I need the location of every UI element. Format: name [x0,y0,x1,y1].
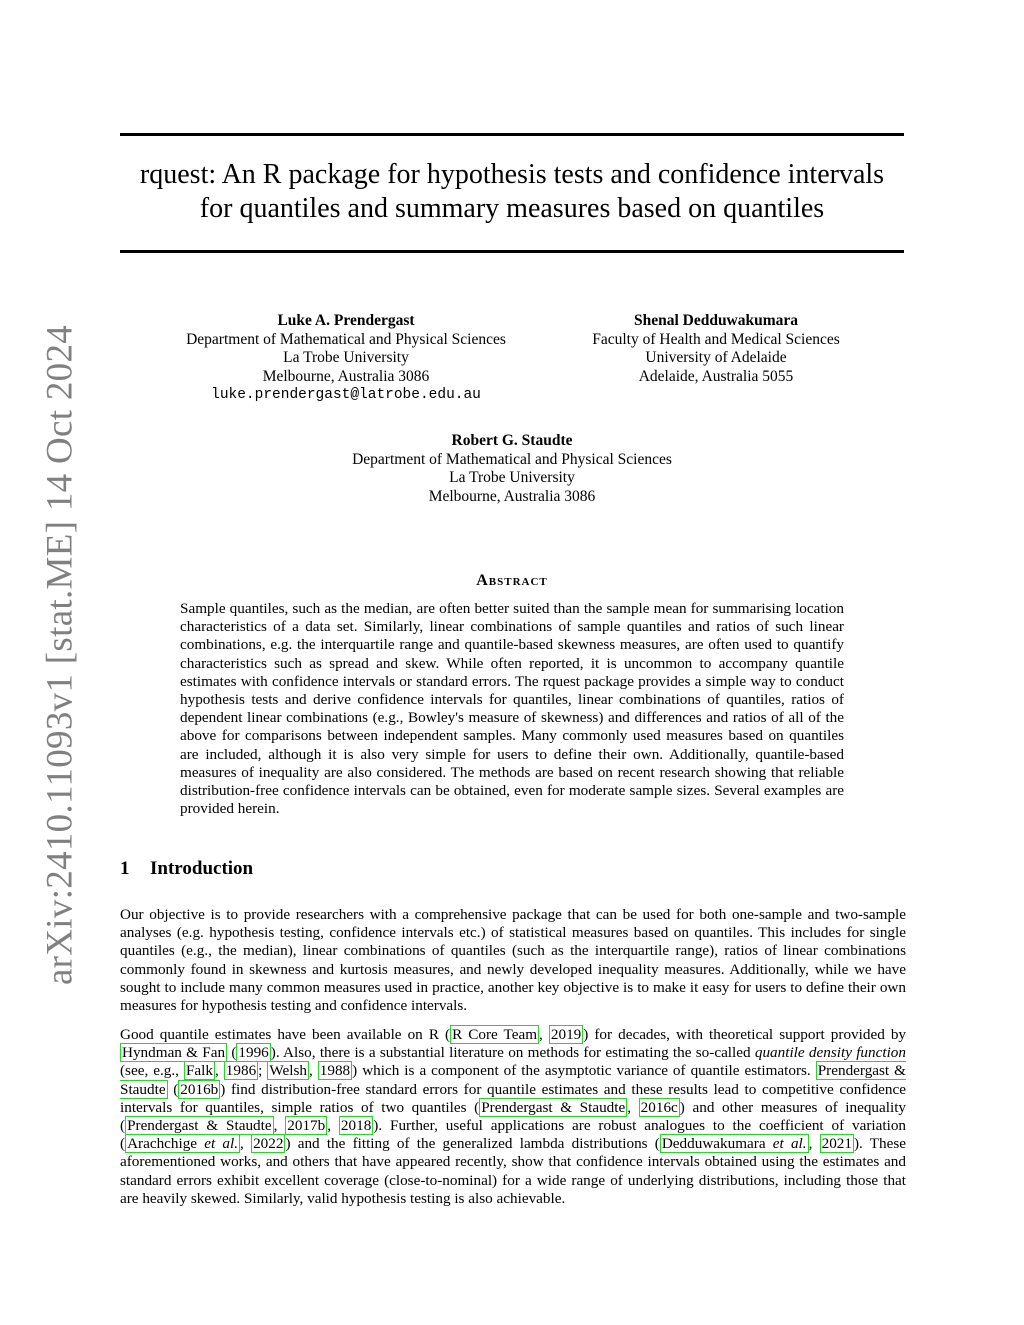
citation-link[interactable]: Prendergast & Staudte [127,1117,272,1135]
citation-link[interactable]: Prendergast & Staudte [120,1062,906,1098]
citation-link[interactable]: 2019 [550,1026,582,1043]
citation-link[interactable]: Hyndman & Fan [122,1044,226,1062]
author-name: Shenal Dedduwakumara [633,312,799,329]
citation-link[interactable]: Prendergast & Staudte [481,1098,626,1116]
author-institution: La Trobe University [449,469,575,487]
citation-link[interactable]: 1986 [225,1062,257,1080]
paper-title [120,158,904,226]
text-run: , [327,1117,339,1135]
text-run: ( [227,1044,237,1062]
citation-link[interactable]: 2016c [640,1098,678,1116]
citation-link[interactable] [125,1134,240,1153]
text-run: ). Further, useful applications are robust analogues to the coefficient of variation ( [120,1117,906,1153]
text-run: ). These aforementioned works, and others that have appeared recently, show that confidence intervals obtained using the estimates and standard errors exhibit excellent coverage (close-to-nominal) for a wide range of underlying distributions, including those that are heavily skewed. Similarly, valid hypothesis testing is also achievable. [120,1135,907,1207]
author-institution: La Trobe University [283,349,409,367]
text-run: , [273,1117,286,1135]
section-number: 1 [120,858,130,879]
author-department: Faculty of Health and Medical Sciences [592,330,840,348]
title-line-2: for quantiles and summary measures based on quantiles [199,193,825,224]
section-heading-introduction [120,858,253,880]
abstract-body: Sample quantiles, such as the median, are often better suited than the sample mean for summarising location characteristics of a data set. Similarly, linear combinations of sample quantiles and ratios of such linear combinations, e.g. the interquartile range and quantile-based skewness measures, are often used to quantify characteristics such as spread and skew. While often reported, it is uncommon to accompany quantile estimates with confidence intervals or standard errors. The rquest package provides a simple way to conduct hypothesis tests and derive confidence intervals for quantiles, linear combinations of quantiles, ratios of dependent linear combinations (e.g., Bowley's measure of skewness) and differences and ratios of all of the above for comparisons between independent samples. Many commonly used measures based on quantiles are included, although it is also very simple for users to define their own. Additionally, quantile-based measures of inequality are also considered. The methods are based on recent research showing that reliable distribution-free confidence intervals can be obtained, even for moderate sample sizes. Several examples are provided herein. [180,600,844,818]
citation-link[interactable]: 2021 [821,1135,852,1153]
author-department: Department of Mathematical and Physical Sciences [352,450,672,468]
text-run: ) which is a component of the asymptotic variance of quantile estimators. [352,1062,816,1080]
text-run: , [627,1098,639,1116]
citation-etal: et al. [204,1135,239,1153]
citation-link[interactable]: 1988 [319,1062,351,1080]
text-run: , [214,1062,224,1080]
text-run: , [539,1026,549,1043]
title-rule-top [120,133,904,136]
text-run: ) for decades, with theoretical support provided by [583,1026,907,1043]
author-block [566,312,866,386]
text-run: ). Also, there is a substantial literature on methods for estimating the so-called [270,1044,755,1062]
author-location: Melbourne, Australia 3086 [262,367,430,385]
citation-link[interactable]: 2018 [340,1117,372,1135]
intro-paragraph-2 [120,1026,906,1208]
author-block [312,432,712,506]
citation-author: Dedduwakumara [661,1135,773,1153]
author-email[interactable]: luke.prendergast@latrobe.edu.au [211,387,481,404]
citation-etal: et al. [772,1135,807,1153]
text-run: , [240,1135,252,1153]
citation-author: Arachchige [127,1135,205,1153]
text-run: ) and other measures of inequality ( [120,1098,907,1135]
emphasis-term: quantile density function [754,1044,906,1062]
author-name: Robert G. Staudte [451,432,573,449]
citation-link[interactable] [660,1134,809,1153]
citation-link[interactable]: R Core Team [452,1026,538,1043]
intro-paragraph-1: Our objective is to provide researchers with a comprehensive package that can be used for both one-sample and two-sample analyses (e.g. hypothesis testing, confidence intervals etc.) of statistical measures based on quantiles. This includes for single quantiles (e.g., the median), linear combinations of quantiles (such as the interquartile range), ratios of linear combinations commonly found in skewness and kurtosis measures, and newly developed inequality measures. Additionally, while we have sought to include many common measures used in practice, another key objective is to make it easy for users to define their own measures for hypothesis testing and confidence intervals. [120,906,906,1015]
text-run: ) and the fitting of the generalized lambda distributions ( [285,1135,660,1153]
title-line-1: rquest: An R package for hypothesis tests and confidence intervals [139,159,885,190]
abstract-heading: Abstract [476,572,548,589]
citation-link[interactable]: 1996 [238,1044,269,1062]
text-run: ( [167,1080,179,1098]
citation-link[interactable]: 2022 [253,1135,284,1153]
title-rule-bottom [120,250,904,253]
text-run: Good quantile estimates have been available on R ( [120,1026,451,1043]
citation-link[interactable]: Falk [185,1062,213,1080]
text-run: , [308,1062,318,1080]
citation-link[interactable]: 2017b [287,1117,326,1135]
arxiv-identifier-stamp: arXiv:2410.11093v1 [stat.ME] 14 Oct 2024 [39,324,81,986]
text-run: (see, e.g., [120,1062,184,1080]
text-run: ) find distribution-free standard errors for quantile estimates and these results lead to competitive confidence intervals for quantiles, simple ratios of two quantiles ( [120,1080,907,1116]
author-location: Melbourne, Australia 3086 [428,487,596,505]
author-institution: University of Adelaide [645,349,787,367]
citation-link[interactable]: 2016b [180,1080,219,1098]
text-run: , [808,1135,820,1153]
author-name: Luke A. Prendergast [277,312,415,329]
text-run: ; [258,1062,268,1080]
author-location: Adelaide, Australia 5055 [638,367,794,385]
author-department: Department of Mathematical and Physical Sciences [186,330,506,348]
section-title: Introduction [150,858,254,879]
author-block [160,312,532,405]
citation-link[interactable]: Welsh [269,1062,307,1080]
